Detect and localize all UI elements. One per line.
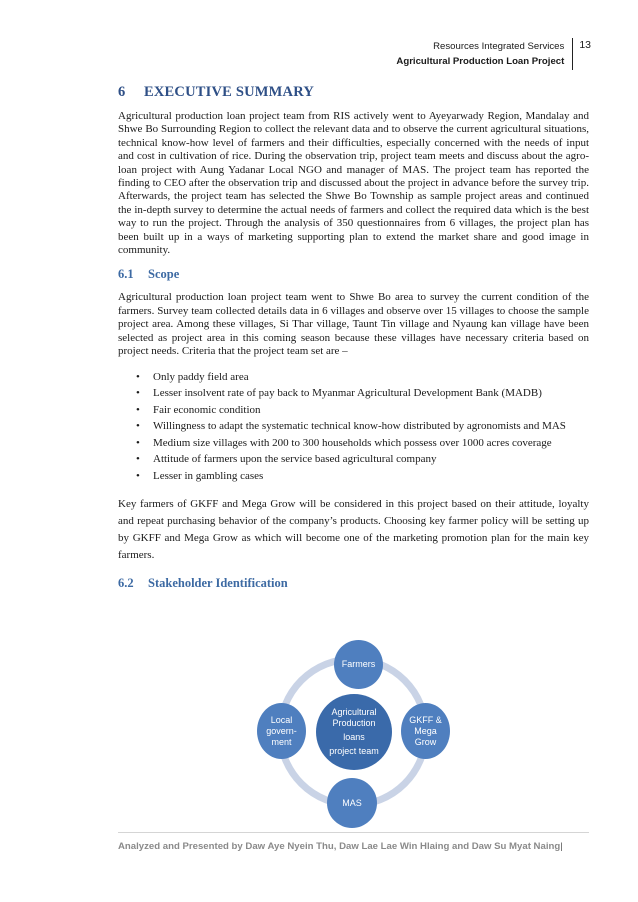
scope-title: Scope [148, 267, 180, 282]
node-local-label-2: govern- [266, 725, 297, 736]
node-center-label-2: Production [332, 718, 376, 728]
header-company: Resources Integrated Services [433, 41, 565, 52]
node-local-label-3: ment [271, 736, 292, 747]
node-local-label-1: Local [270, 714, 293, 725]
node-gkff-mega-grow [401, 703, 450, 759]
criteria-list [136, 369, 589, 485]
document-body [118, 84, 589, 600]
ring-circle [280, 659, 426, 805]
node-center-label-3: loans [343, 732, 365, 742]
node-local-government [257, 703, 306, 759]
header-project: Agricultural Production Loan Project [396, 56, 565, 67]
list-item: • Fair economic condition [136, 402, 589, 419]
node-mas [327, 778, 377, 828]
scope-paragraph: Agricultural production loan project team went to Shwe Bo area to survey the current condition of the farmers. Survey team collected details data in 6 villages and observe over 15 villages to choose the sample project area. Among these villages, Si Thar village, Taunt Tin village and Nyaung kan village have been selected as project area in this coming season because these villages have necessary criteria based on project needs. Criteria that the project team set are – [118, 291, 589, 358]
scope-heading [118, 267, 589, 282]
node-farmers [334, 640, 383, 689]
stakeholder-title: Stakeholder Identification [148, 576, 288, 591]
footer-separator: | [560, 841, 563, 852]
section-number: 6 [118, 84, 126, 100]
node-farmers-label: Farmers [341, 659, 376, 669]
list-item: • Lesser insolvent rate of pay back to Myanmar Agricultural Development Bank (MADB) [136, 385, 589, 402]
section-heading [118, 84, 589, 101]
list-item: • Attitude of farmers upon the service based agricultural company [136, 451, 589, 468]
node-gkff-label-1: GKFF & [409, 714, 442, 725]
footer-text: Analyzed and Presented by Daw Aye Nyein Thu, Daw Lae Lae Win Hlaing and Daw Su Myat Naing [118, 841, 561, 852]
page-number: 13 [579, 39, 591, 51]
list-item: • Only paddy field area [136, 369, 589, 386]
list-item: • Willingness to adapt the systematic technical know-how distributed by agronomists and MAS [136, 418, 589, 435]
node-center-label-1: Agricultural [331, 707, 377, 717]
node-gkff-label-2: Mega [414, 725, 437, 736]
executive-summary-paragraph: Agricultural production loan project team from RIS actively went to Ayeyarwady Region, Mandalay and Shwe Bo Surrounding Region to collect the relevant data and to observe the current agricultural situations, technical know-how level of farmers and their difficulties, especially concerned with the needs of input and cost in cultivation of rice. During the observation trip, project team meets and discuss about the agro-loan project with Aung Yadanar Local NGO and manager of MAS. The project team has reported the finding to CEO after the observation trip and discussed about the project in advance before the survey trip. Afterwards, the project team has selected the Shwe Bo Township as sample project areas and continued the in-depth survey to determine the actual needs of farmers and collect the required data which is the best way to run the project. Through the analysis of 350 questionnaires from 6 villages, the project plan has been built up in a ways of marketing supporting plan to extend the market share and good image in community. [118, 110, 589, 257]
scope-number: 6.1 [118, 267, 134, 282]
section-title: EXECUTIVE SUMMARY [144, 84, 315, 100]
header-text [396, 38, 572, 69]
list-item: • Medium size villages with 200 to 300 households which possess over 1000 acres coverage [136, 435, 589, 452]
node-mas-label: MAS [342, 797, 362, 808]
key-farmers-paragraph: Key farmers of GKFF and Mega Grow will be considered in this project based on their attitude, loyalty and repeat purchasing behavior of the company’s products. Choosing key farmer policy will be setting up by GKFF and Mega Grow as which will become one of the marketing promotion plan for the main key farmers. [118, 497, 589, 562]
stakeholder-heading [118, 576, 589, 591]
list-item: • Lesser in gambling cases [136, 468, 589, 485]
node-project-team [316, 694, 392, 770]
node-center-label-4: project team [329, 746, 379, 756]
stakeholder-number: 6.2 [118, 576, 134, 591]
page-header [396, 38, 591, 74]
node-gkff-label-3: Grow [414, 736, 437, 747]
page-footer [118, 832, 589, 852]
